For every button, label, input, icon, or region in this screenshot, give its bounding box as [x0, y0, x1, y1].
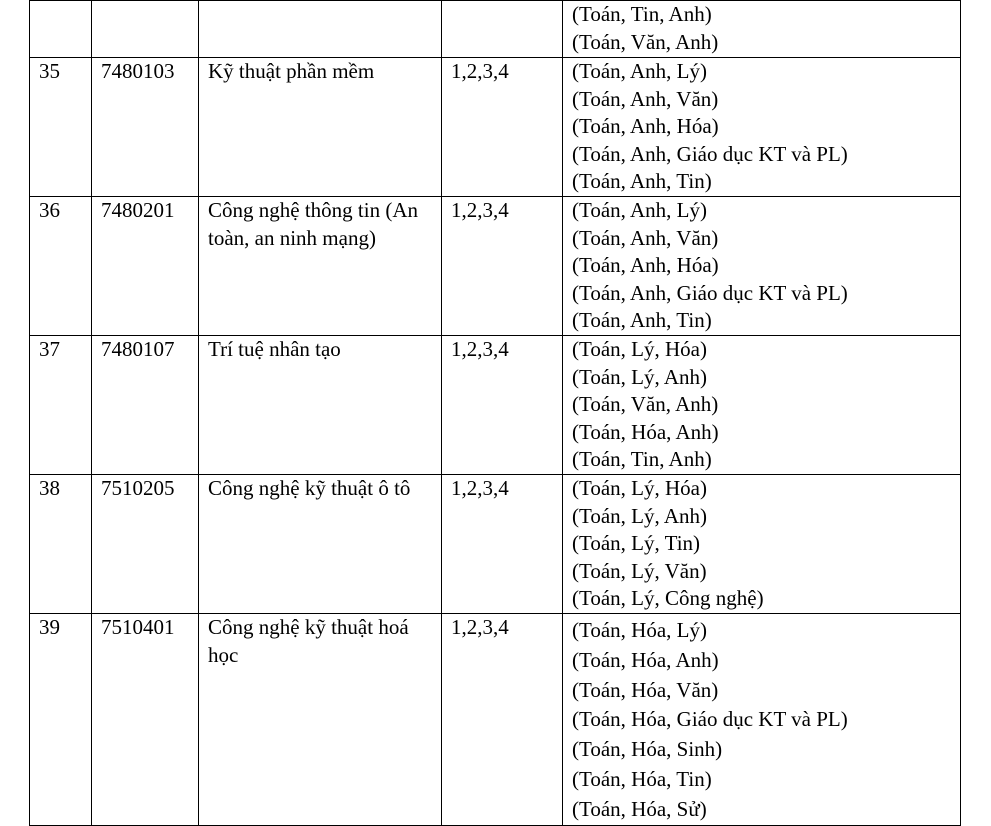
major-code-cell: 7480107	[92, 336, 199, 475]
subject-combination: (Toán, Lý, Tin)	[572, 531, 701, 555]
major-code-cell: 7510401	[92, 614, 199, 826]
subject-combination: (Toán, Anh, Tin)	[572, 169, 712, 193]
subject-combination: (Toán, Tin, Anh)	[572, 447, 712, 471]
subject-combinations-cell	[563, 336, 961, 475]
admission-methods-cell: 1,2,3,4	[442, 614, 563, 826]
major-code-cell: 7510205	[92, 475, 199, 614]
admission-methods-cell: 1,2,3,4	[442, 336, 563, 475]
subject-combinations-cell	[563, 58, 961, 197]
subject-combination: (Toán, Anh, Tin)	[572, 308, 712, 332]
subject-combination: (Toán, Anh, Lý)	[572, 198, 708, 222]
subject-combination: (Toán, Hóa, Anh)	[572, 419, 719, 444]
subject-combination: (Toán, Hóa, Lý)	[572, 618, 707, 642]
major-name-cell: Công nghệ kỹ thuật ô tô	[199, 475, 442, 614]
subject-combinations-cell	[563, 1, 961, 58]
major-code-cell: 7480201	[92, 197, 199, 336]
subject-combination: (Toán, Anh, Văn)	[572, 225, 719, 250]
table-row	[30, 197, 961, 336]
stt-cell: 38	[30, 475, 92, 614]
subject-combination: (Toán, Văn, Anh)	[572, 29, 719, 54]
stt-cell: 35	[30, 58, 92, 197]
table-row	[30, 336, 961, 475]
subject-combination: (Toán, Anh, Văn)	[572, 86, 719, 111]
subject-combinations-cell	[563, 614, 961, 826]
stt-cell: 39	[30, 614, 92, 826]
subject-combination: (Toán, Anh, Hóa)	[572, 114, 719, 138]
table-row	[30, 58, 961, 197]
admission-methods-cell: 1,2,3,4	[442, 58, 563, 197]
subject-combination: (Toán, Lý, Anh)	[572, 503, 708, 528]
major-name-cell: Công nghệ kỹ thuật hoá học	[199, 614, 442, 826]
admission-methods-cell	[442, 1, 563, 58]
subject-combinations-cell	[563, 197, 961, 336]
major-code-cell: 7480103	[92, 58, 199, 197]
subject-combination: (Toán, Lý, Công nghệ)	[572, 586, 764, 610]
admission-methods-cell: 1,2,3,4	[442, 197, 563, 336]
table-row	[30, 1, 961, 58]
subject-combination: (Toán, Hóa, Văn)	[572, 677, 719, 702]
table-row	[30, 614, 961, 826]
subject-combination: (Toán, Anh, Giáo dục KT và PL)	[572, 280, 848, 305]
admission-methods-cell: 1,2,3,4	[442, 475, 563, 614]
subject-combination: (Toán, Lý, Hóa)	[572, 337, 707, 361]
stt-cell: 37	[30, 336, 92, 475]
major-name-cell	[199, 1, 442, 58]
admissions-table	[29, 0, 961, 826]
stt-cell: 36	[30, 197, 92, 336]
stt-cell	[30, 1, 92, 58]
major-code-cell	[92, 1, 199, 58]
subject-combination: (Toán, Lý, Hóa)	[572, 476, 707, 500]
major-name-cell: Kỹ thuật phần mềm	[199, 58, 442, 197]
subject-combination: (Toán, Anh, Hóa)	[572, 253, 719, 277]
subject-combination: (Toán, Tin, Anh)	[572, 2, 712, 26]
subject-combination: (Toán, Hóa, Sinh)	[572, 737, 723, 762]
subject-combination: (Toán, Hóa, Sử)	[572, 796, 707, 821]
subject-combination: (Toán, Lý, Văn)	[572, 558, 707, 583]
subject-combination: (Toán, Anh, Giáo dục KT và PL)	[572, 141, 848, 166]
subject-combinations-cell	[563, 475, 961, 614]
major-name-cell: Trí tuệ nhân tạo	[199, 336, 442, 475]
major-name-cell: Công nghệ thông tin (An toàn, an ninh mạng)	[199, 197, 442, 336]
subject-combination: (Toán, Hóa, Giáo dục KT và PL)	[572, 707, 848, 732]
subject-combination: (Toán, Hóa, Anh)	[572, 647, 719, 672]
subject-combination: (Toán, Văn, Anh)	[572, 392, 719, 416]
table-row	[30, 475, 961, 614]
subject-combination: (Toán, Anh, Lý)	[572, 59, 708, 83]
subject-combination: (Toán, Lý, Anh)	[572, 364, 708, 389]
subject-combination: (Toán, Hóa, Tin)	[572, 766, 712, 791]
